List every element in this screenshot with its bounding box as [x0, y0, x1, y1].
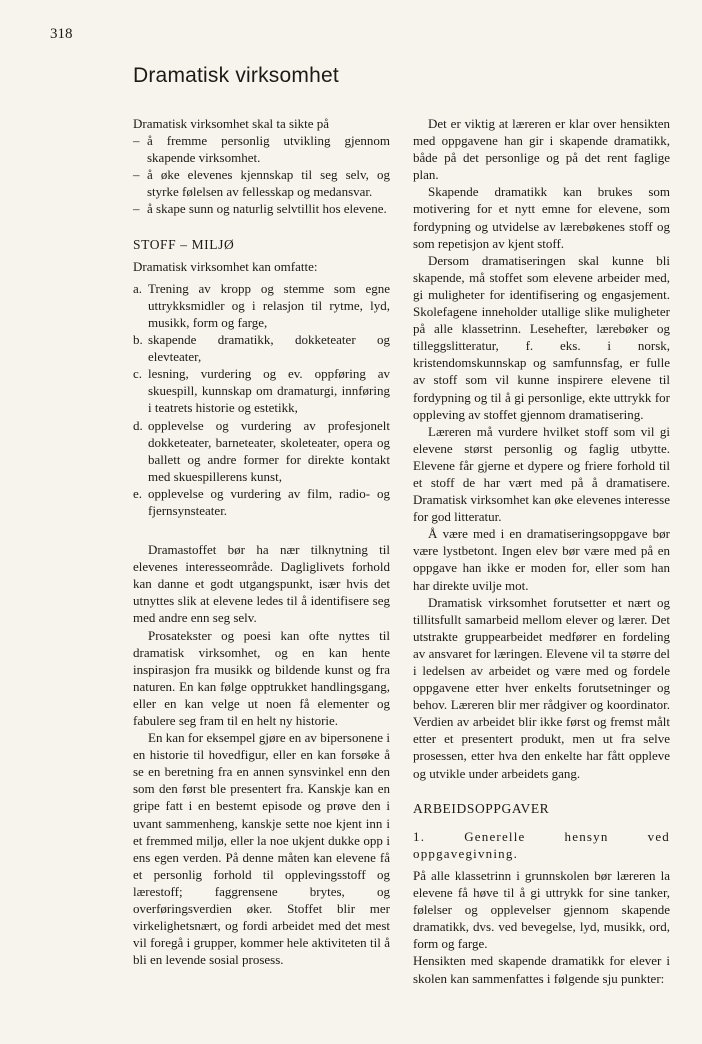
list-item-text: lesning, vurdering og ev. oppføring av skuespill, kunnskap om dramaturgi, innføring i teatrets historie og estetikk,	[148, 366, 390, 416]
body-paragraph: Dramastoffet bør ha nær tilknytning til elevenes interesseområde. Dagliglivets forhold kan danne et godt utgangspunkt, især hvis det utnyttes slik at elevene ledes til å identifisere seg med andre enn seg selv.	[133, 542, 390, 626]
page-title: Dramatisk virksomhet	[133, 64, 339, 87]
right-column	[413, 115, 670, 987]
section-heading-arbeidsoppgaver: ARBEIDSOPPGAVER	[413, 800, 550, 816]
list-item-text: Trening av kropp og stemme som egne uttrykksmidler og i relasjon til rytme, lyd, musikk, form og farge,	[148, 280, 390, 330]
list-item	[133, 365, 390, 416]
body-paragraph: Læreren må vurdere hvilket stoff som vil gi elevene størst personlig og faglig utbytte. Elevene får gjerne et dypere og friere forhold til et stoff de har vært med på å dramatisere. Dramatisk virksomhet kan øke elevenes interesse for god litteratur.	[413, 423, 670, 525]
goal-text: å skape sunn og naturlig selvtillit hos elevene.	[147, 201, 387, 217]
left-column	[133, 115, 390, 968]
body-paragraph: En kan for eksempel gjøre en av bipersonene i en historie til hovedfigur, eller en kan forsøke å se en beretning fra en annen synsvinkel enn den som den først ble presentert fra. Kanskje kan en gripe fatt i en bestemt episode og prøve den i uvant sammenheng, kanskje sette noe kjent inn i et fremmed miljø, eller la noe ukjent dukke opp i ens egen verden. På denne måten kan elevene få et personlig forhold til opplevingsstoff og lærestoff; faggrensene brytes, og overføringsverdien øker. Stoffet blir mer virkelighetsnært, og fordi arbeidet med det mest vil foregå i grupper, kommer hele aktiviteten til å bli en levende sosial prosess.	[133, 730, 390, 968]
list-item	[133, 331, 390, 365]
page-number: 318	[50, 26, 73, 42]
list-marker: d.	[133, 417, 143, 433]
body-paragraph: Det er viktig at læreren er klar over hensikten med oppgavene han gir i skapende dramatikk, både på det personlige og på det rent faglige plan.	[413, 116, 670, 183]
goal-text: å øke elevenes kjennskap til seg selv, og styrke følelsen av fellesskap og medansvar.	[147, 167, 390, 200]
body-paragraph: Skapende dramatikk kan brukes som motivering for et nytt emne for elevene, som fordypning og utvidelse av lærebøkenes stoff og som repetisjon av kjent stoff.	[413, 184, 670, 251]
list-marker: b.	[133, 332, 143, 348]
list-item	[133, 280, 390, 331]
list-marker: –	[133, 201, 140, 217]
list-marker: c.	[133, 366, 143, 382]
goal-item	[133, 200, 390, 217]
body-paragraph: På alle klassetrinn i grunnskolen bør læreren la elevene få høve til å gi uttrykk for sine tanker, følelser og opplevelser gjennom skapende dramatikk, dvs. ved bevegelse, lyd, musikk, ord, form og farge.	[413, 867, 670, 952]
goals-list	[133, 132, 390, 217]
section-intro: Dramatisk virksomhet kan omfatte:	[133, 258, 318, 274]
list-item-text: opplevelse og vurdering av film, radio- og fjernsynsteater.	[148, 485, 390, 518]
body-paragraph: Hensikten med skapende dramatikk for elever i skolen kan sammenfattes i følgende sju punkter:	[413, 953, 670, 986]
list-marker: –	[133, 167, 140, 183]
goal-item	[133, 132, 390, 166]
body-paragraph: Dersom dramatiseringen skal kunne bli skapende, må stoffet som elevene arbeider med, gi muligheter for identifisering og engasjement. Skolefagene inneholder utallige slike muligheter på alle klassetrinn. Lesehefter, lærebøker og tilleggslitteratur, f. eks. i norsk, kristendomskunnskap og samfunnsfag, er fulle av stoff som vil kunne inspirere elevene til fordypning og til å gi personlige, ekte uttrykk for oppleving av stoffet gjennom dramatisering.	[413, 252, 670, 422]
list-marker: –	[133, 133, 140, 149]
goal-item	[133, 166, 390, 200]
list-marker: e.	[133, 485, 143, 501]
body-paragraph: Dramatisk virksomhet forutsetter et nært og tillitsfullt samarbeid mellom elever og lærer. Det utstrakte gruppearbeidet medfører en fordeling av ansvaret for læringen. Elevene vil ta større del i ledelsen av arbeidet og være med og fordele oppgavene etter hver enkelts forutsetninger og behov. Læreren blir mer rådgiver og koordinator. Verdien av arbeidet blir ikke først og fremst målt etter et presentert produkt, men ut fra selve prosessen, etter hva den enkelte har fått oppleve og utvikle under arbeidets gang.	[413, 594, 670, 781]
body-paragraph: Å være med i en dramatiseringsoppgave bør være lystbetont. Ingen elev bør være med på en oppgave han ikke er moden for, eller som han har direkte uvilje mot.	[413, 526, 670, 593]
content-list	[133, 280, 390, 519]
list-item	[133, 417, 390, 485]
list-marker: a.	[133, 280, 143, 296]
subheading: 1. Generelle hensyn ved oppgavegivning.	[413, 828, 670, 861]
list-item	[133, 485, 390, 519]
body-paragraph: Prosatekster og poesi kan ofte nyttes til dramatisk virksomhet, og en kan hente inspirasjon fra musikk og bildende kunst og fra naturen. En kan følge opptrukket handlingsgang, eller en kan velge ut noen få elementer og fabulere seg fram til en helt ny historie.	[133, 627, 390, 728]
goal-text: å fremme personlig utvikling gjennom skapende virksomhet.	[147, 133, 390, 166]
section-heading-stoff: STOFF – MILJØ	[133, 236, 235, 252]
intro-text: Dramatisk virksomhet skal ta sikte på	[133, 116, 330, 131]
list-item-text: opplevelse og vurdering av profesjonelt dokketeater, barneteater, skoleteater, opera og ballett og andre former for direkte kontakt med skuespillerens kunst,	[148, 417, 390, 484]
list-item-text: skapende dramatikk, dokketeater og elevteater,	[148, 332, 390, 365]
